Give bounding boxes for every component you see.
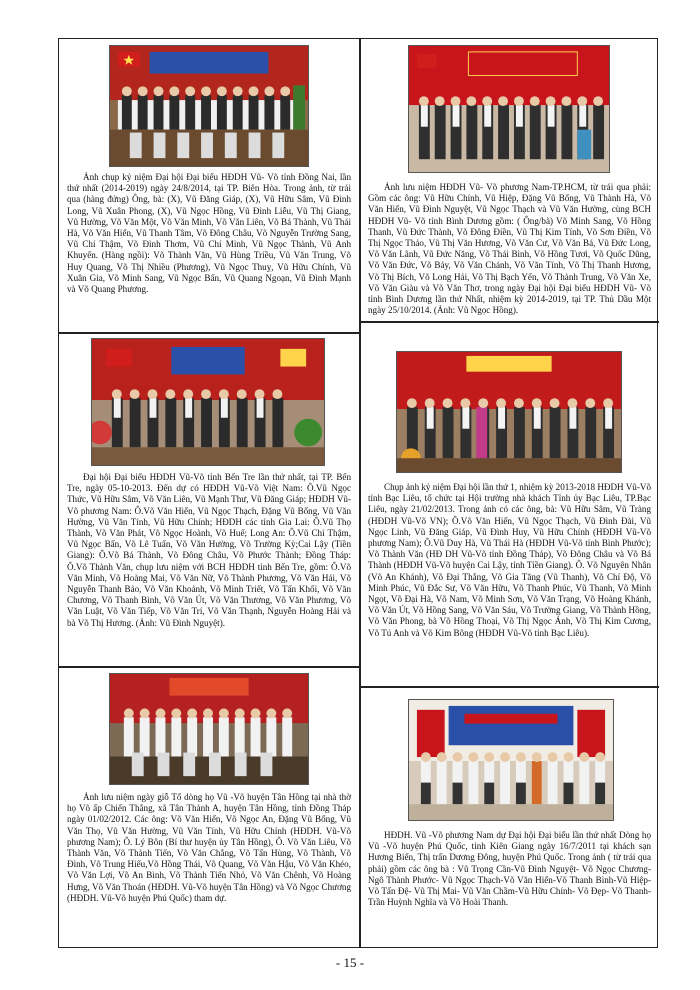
cell-binh-duong: [360, 39, 659, 321]
caption: HĐDH. Vũ -Võ phương Nam dự Đại hội Đại biểu lần thứ nhất Dòng họ Vũ -Võ huyện Phú Quốc, tỉnh Kiên Giang ngày 16/7/2011 tại khách sạn Hương Biển, Thị trấn Dương Đông, huyện Phú Quốc. Trong ảnh ( từ trái qua phải) gồm các ông bà : Vũ Trọng Cần-Vũ Đình Nguyệt- Võ Ngọc Chương- Ngô Thành Phước- Vũ Ngọc Thạch-Võ Văn Hiển-Võ Thanh Bình-Vũ Hiệp-Võ Tấn Đệ- Vũ Thị Mai- Vũ Văn Chầm-Vũ Hữu Chính- Võ Đẹp- Võ Thanh-Trần Huỳnh Nghĩa và Võ Hoài Thanh.: [368, 830, 651, 908]
cell-phu-quoc: [360, 688, 659, 949]
group-photo: [396, 351, 622, 473]
caption: Ảnh lưu niệm ngày giỗ Tổ dòng họ Vũ -Võ huyện Tân Hồng tại nhà thờ họ Võ ấp Chiến Thắng, xã Tân Thành A, huyện Tân Hồng, tỉnh Đồng Tháp ngày 01/02/2012. Các ông: Võ Văn Hiển, Võ Ngọc An, Đặng Vũ Bổng, Vũ Văn Thọ, Vũ Văn Hường, Vũ Văn Tính, Vũ Hữu Chính (HĐDH. Vũ-Võ phương Nam); Ô. Lý Bôn (Bí thư huyện ủy Tân Hồng), Ô. Võ Văn Liêu, Võ Thành Văn, Võ Thành Tiến, Võ Văn Chẳng, Võ Tấn Hùng, Võ Thành, Võ Đình, Võ Trung Hiếu,Võ Hồng Thái, Võ Quang, Võ Văn Hậu, Võ Văn Khéo, Võ Văn Lợi, Võ An Bình, Võ Thành Tiến Nhỏ, Võ Văn Chênh, Võ Hoàng Hưng, Võ Văn Thoán (HĐDH. Vũ-Võ huyện Tân Hồng) và Võ Ngọc Chương (HĐDH. Vũ-Võ huyện Phú Quốc) tham dự.: [67, 792, 351, 903]
group-photo: [408, 45, 610, 173]
cell-bac-lieu: [360, 323, 659, 686]
cell-ben-tre: [59, 334, 359, 666]
caption: Chụp ảnh kỷ niệm Đại hội lần thứ 1, nhiệm kỳ 2013-2018 HĐDH Vũ-Võ tỉnh Bạc Liêu, tổ chức tại Hội trường nhà khách Tỉnh ủy Bạc Liêu, TP.Bạc Liêu, ngày 21/02/2013. Trong ảnh có các ông, bà: Vũ Hữu Sâm, Vũ Tràng (HĐDH Vũ-Võ VN); Ô.Võ Văn Hiển, Vũ Ngọc Thạch, Vũ Đình Đài, Vũ Ngọc Linh, Vũ Đăng Giáp, Vũ Đình Huy, Vũ Hữu Chính (HĐDH Vũ-Võ phương Nam); Ô.Vũ Duy Hà, Vũ Thái Hà (HĐDH Vũ-Võ tỉnh Bình Phước); Võ Thành Văn (HĐ DH Vũ-Võ tỉnh Đồng Tháp), Võ Đông Châu và Võ Bá Thành (HĐDH Vũ-Võ huyện Cai Lậy, tỉnh Tiền Giang). Ô. Võ Nguyên Nhân (Võ An Khánh), Võ Đại Thắng, Võ Gia Tăng (Vũ Thanh), Võ Chí Độ, Võ Minh Phúc, Vũ Đắc Sư, Võ Văn Hữu, Võ Thanh Phúc, Vũ Thanh, Võ Minh Ngọt, Võ Đại Hà, Võ Nam, Võ Minh Sơn, Võ Văn Trạng, Võ Hoàng Khánh, Võ Văn Út, Võ Hồng Sang, Võ Văn Sáu, Võ Trường Giang, Võ Thành Hồng, Võ Văn Phong, bà Võ Hồng Thoại, Võ Thị Ngọc Ánh, Võ Thị Kim Cương, Võ Tú Anh và Võ Kim Bông (HĐDH Vũ-Võ tỉnh Bạc Liêu).: [368, 482, 651, 638]
group-photo: [91, 338, 325, 466]
caption: Ảnh chụp kỷ niệm Đại hội Đại biểu HĐDH Vũ- Võ tỉnh Đồng Nai, lần thứ nhất (2014-2019) ngày 24/8/2014, tại TP. Biên Hòa. Trong ảnh, từ trái qua (hàng đứng) Ông, bà: (X), Vũ Đăng Giáp, (X), Vũ Hữu Sâm, Vũ Đình Long, Vũ Xuân Phong, (X), Vũ Ngọc Hồng, Vũ Đình Liễu, Vũ Thị Giang, Vũ Hường, Võ Văn Một, Võ Văn Minh, Võ Văn Liên, Võ Bá Thành, Vũ Thái Hà, Võ Văn Hiển, Vũ Thanh Tâm, Võ Đông Châu, Võ Nguyễn Trường Sang, Vũ Chí Thậm, Võ Đình Thơm, Vũ Chí Minh, Vũ Ngọc Thành, Vũ Anh Khuyến. (Hàng ngồi): Võ Thành Văn, Vũ Hùng Triều, Vũ Văn Trung, Võ Huy Quang, Võ Thị Nhiều (Phương), Vũ Ngọc Thuỵ, Vũ Hữu Chính, Vũ Xuân Gia, Võ Minh Sang, Vũ Ngọc Bẩn, Vũ Quang Ngoạn, Vũ Đình Mạnh và Võ Quang Phương.: [67, 172, 351, 295]
caption: Đại hội Đại biểu HĐDH Vũ-Võ tỉnh Bến Tre lần thứ nhất, tại TP. Bến Tre, ngày 05-10-2013. Đến dự có HĐDH Vũ-Võ Việt Nam: Ô.Vũ Ngọc Thức, Vũ Hữu Sâm, Võ Văn Liên, Vũ Mạnh Thư, Vũ Đăng Giáp; HĐDH Vũ-Võ phương Nam: Ô.Võ Văn Hiển, Vũ Ngọc Thạch, Đặng Vũ Bổng, Vũ Văn Hường, Vũ Văn Tính, Vũ Hữu Chính; HĐDH các tỉnh Gia Lai: Ô.Vũ Thọ Thành, Võ Văn Phát, Võ Ngọc Hoành, Võ Huế; Long An: Ô.Vũ Chí Thậm, Vũ Ngọc Bẩn, Võ Lê Tuấn, Võ Văn Hường, Võ Trường Kỳ;Cai Lậy (Tiền Giang): Ô.Võ Bá Thành, Võ Đông Châu, Võ Phước Thành; Đồng Tháp: Ô.Võ Thành Văn, chụp lưu niệm với BCH HĐDH tỉnh Bến Tre, gồm: Ô.Võ Văn Minh, Võ Hoàng Mai, Võ Văn Nữ, Võ Thành Phương, Võ Văn Hải, Võ Nguyễn Thanh Bảo, Võ Văn Khoảnh, Võ Minh Triết, Võ Tấn Khối, Võ Văn Chương, Võ Thanh Bình, Võ Văn Út, Võ Văn Thương, Võ Văn Phương, Võ Văn Luật, Võ Văn Tiếp, Võ Văn Trí, Võ Văn Thạnh, Nguyễn Hoàng Hải và bà Võ Thị Hương. (Ảnh: Vũ Đình Nguyệt).: [67, 472, 351, 628]
group-photo: [109, 45, 309, 167]
group-photo: [408, 699, 614, 821]
page-number: - 15 -: [335, 955, 365, 970]
group-photo: [109, 673, 309, 785]
cell-dong-nai: [59, 39, 359, 332]
caption: Ảnh lưu niệm HĐDH Vũ- Võ phương Nam-TP.HCM, từ trái qua phải: Gồm các ông: Vũ Hữu Chính, Vũ Hiệp, Đặng Vũ Bổng, Vũ Thành Hà, Võ Văn Hiển, Vũ Đình Nguyệt, Vũ Ngọc Thạch và Vũ Văn Hường, cùng BCH HĐDH Vũ- Võ tỉnh Bình Dương gồm: ( Ông/bà) Võ Minh Sang, Võ Hồng Thanh, Vũ Đức Thành, Võ Đông Điền, Vũ Thị Kim Tính, Võ Sơn Điền, Võ Thị Ngọc Thảo, Vũ Thị Văn Hương, Võ Văn Cư, Võ Văn Bá, Vũ Đức Long, Võ Văn Lãnh, Vũ Đức Năng, Võ Thái Bình, Võ Hồng Tươi, Võ Quốc Dũng, Võ Văn Đức, Võ Bảy, Võ Văn Chánh, Võ Văn Tính, Võ Thị Thanh Hương, Võ Thị Bích, Võ Long Hải, Võ Thị Bạch Yến, Võ Thành Trung, Võ Văn Xe, Võ Văn Giàu và Võ Văn Thơ, trong ngày Đại hội Đại biểu HĐDH Vũ- Võ tỉnh Bình Dương lần thứ Nhất, nhiệm kỳ 2014-2019, tại TP. Thủ Dầu Một ngày 25/10/2014. (Ảnh: Vũ Ngọc Hồng).: [368, 182, 651, 316]
photo-grid: [58, 38, 658, 948]
cell-tan-hong: [59, 668, 359, 949]
